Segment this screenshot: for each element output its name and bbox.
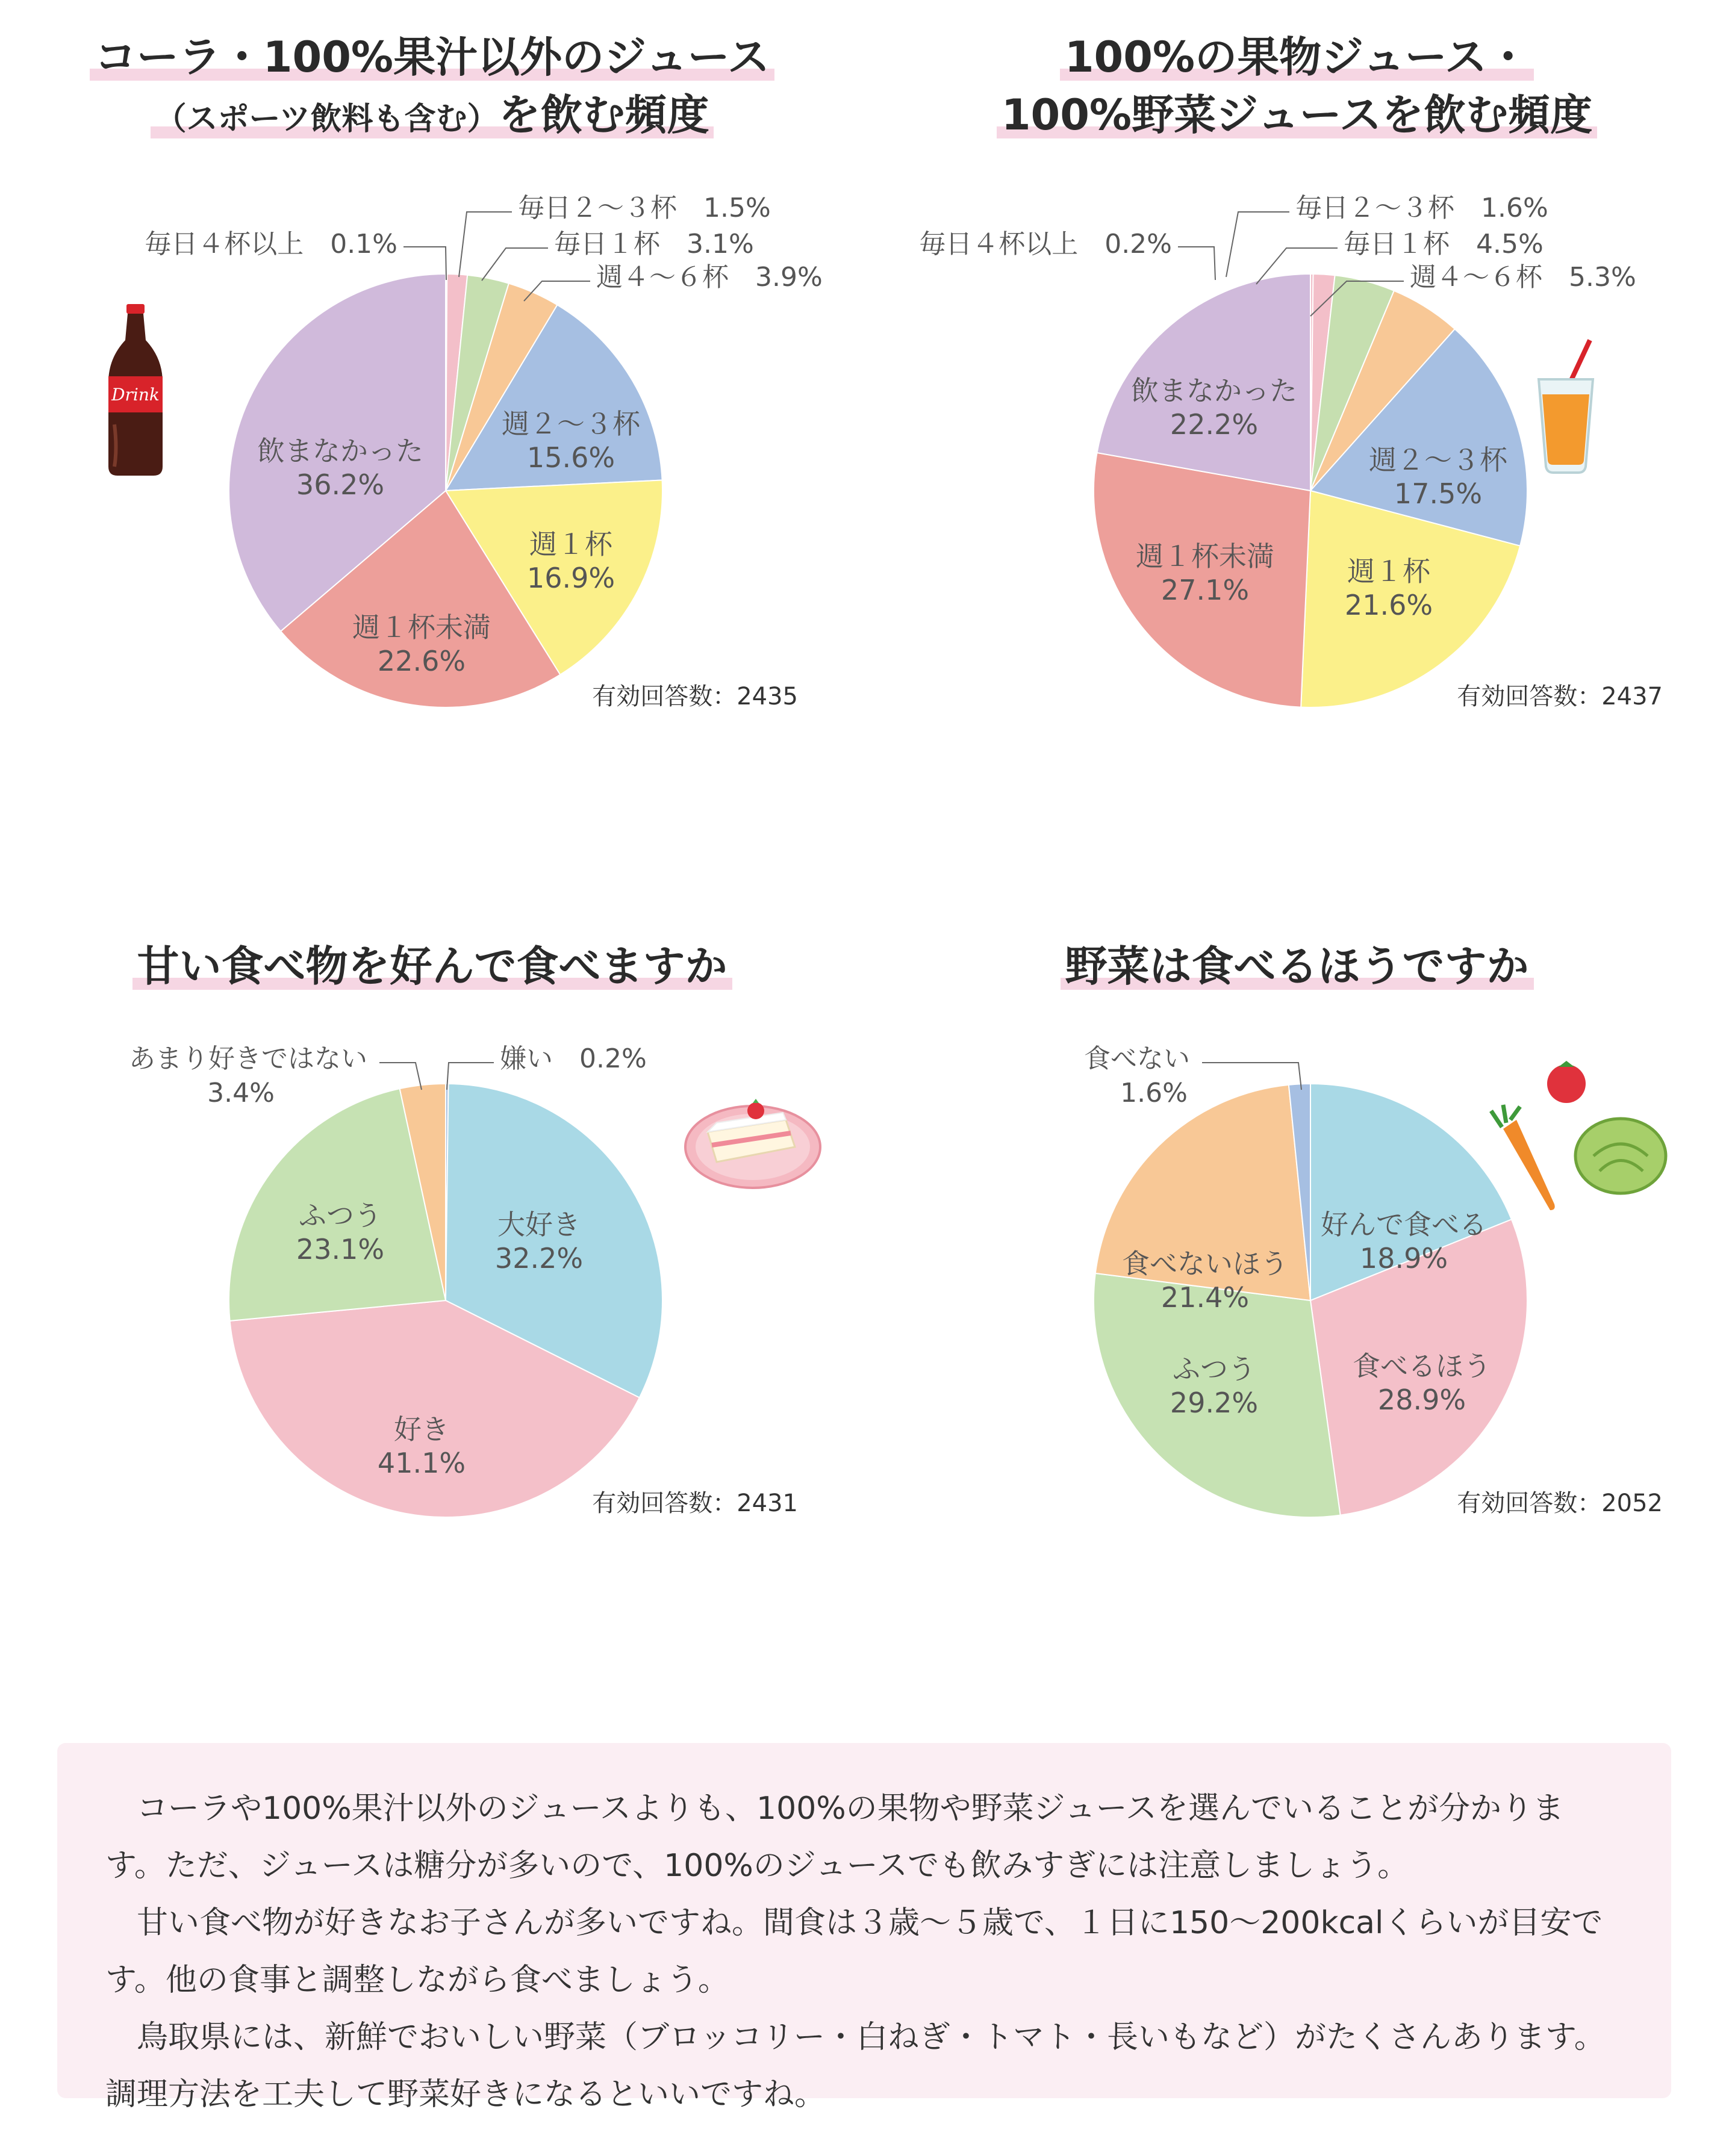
slice-label: 毎日２～３杯 1.5%	[518, 193, 771, 223]
slice-label: 飲まなかった	[1131, 374, 1297, 407]
leader-line	[1226, 212, 1289, 277]
chart-title-line1: 野菜は食べるほうですか	[1061, 945, 1534, 990]
slice-label: 好き	[394, 1413, 449, 1446]
chart-title-line1: 甘い食べ物を好んで食べますか	[132, 945, 732, 990]
slice-label: 毎日１杯 4.5%	[1344, 229, 1544, 259]
slice-label: 食べるほう	[1353, 1350, 1491, 1382]
chart-panel-vegetables	[865, 807, 1729, 1614]
slice-value-label: 22.6%	[377, 645, 466, 677]
chart-panel-sweets	[0, 807, 864, 1614]
slice-value-label: 29.2%	[1170, 1387, 1259, 1419]
slice-label: 週１杯	[1347, 555, 1430, 588]
chart-panel-cola	[0, 0, 864, 807]
vegetables-icon	[1485, 1060, 1672, 1222]
slice-label: 食べないほう	[1122, 1247, 1288, 1280]
juice-glass-icon	[1533, 337, 1599, 476]
slice-label: 飲まなかった	[257, 435, 423, 467]
slice-label: 好んで食べる	[1321, 1208, 1487, 1241]
slice-value-label: 32.2%	[494, 1242, 584, 1275]
slice-value-label: 28.9%	[1377, 1384, 1466, 1416]
cola-bottle-icon	[102, 304, 169, 479]
slice-value-label: 36.2%	[296, 468, 385, 501]
slice-value-label: 41.1%	[377, 1447, 466, 1479]
slice-value-label: 17.5%	[1394, 477, 1483, 510]
slice-value-label: 23.1%	[296, 1233, 385, 1266]
chart-title-line1: コーラ・100%果汁以外のジュース	[90, 36, 774, 81]
bottle-label: Drink	[111, 385, 160, 405]
response-count: 有効回答数：2052	[1457, 1490, 1663, 1517]
slice-label: 週２～３杯	[1369, 444, 1507, 476]
commentary-paragraph-juice: コーラや100%果汁以外のジュースよりも、100%の果物や野菜ジュースを選んでいることが分かります。ただ、ジュースは糖分が多いので、100%のジュースでも飲みすぎには注意しましょう。	[105, 1791, 1565, 1884]
slice-label: 嫌い 0.2%	[500, 1043, 647, 1074]
slice-label: 週４～６杯 5.3%	[1410, 262, 1636, 293]
slice-value-label: 21.4%	[1160, 1281, 1250, 1314]
slice-label: 毎日４杯以上 0.2%	[919, 229, 1172, 259]
commentary-paragraph-sweets: 甘い食べ物が好きなお子さんが多いですね。間食は３歳～５歳で、１日に150～200kcalくらいが目安です。他の食事と調整しながら食べましょう。	[105, 1905, 1603, 1998]
slice-value-label: 16.9%	[526, 562, 615, 594]
slice-label: 毎日２～３杯 1.6%	[1295, 193, 1548, 223]
slice-value-label: 3.4%	[207, 1078, 275, 1108]
slice-label: ふつう	[1173, 1353, 1256, 1385]
slice-value-label: 22.2%	[1170, 408, 1259, 441]
slice-label: 週１杯未満	[1136, 540, 1274, 573]
chart-title-sub-tail: を飲む頻度	[498, 90, 709, 140]
slice-label: 毎日４杯以上 0.1%	[145, 229, 397, 259]
slice-label: 週１杯	[529, 528, 612, 561]
slice-value-label: 21.6%	[1344, 589, 1433, 621]
slice-value-label: 27.1%	[1160, 574, 1250, 606]
slice-value-label: 15.6%	[526, 441, 615, 474]
leader-line	[482, 248, 548, 281]
response-count: 有効回答数：2437	[1457, 683, 1663, 710]
slice-label: 週２～３杯	[502, 408, 640, 440]
leader-line	[1178, 247, 1215, 280]
chart-panel-100-juice	[865, 0, 1729, 807]
slice-label: 週４～６杯 3.9%	[596, 262, 823, 293]
commentary-box	[57, 1743, 1671, 2113]
strawberry-cake-icon	[681, 1090, 825, 1192]
chart-title-line2: 100%野菜ジュースを飲む頻度	[997, 94, 1597, 138]
leader-line	[459, 212, 512, 277]
response-count: 有効回答数：2431	[592, 1490, 798, 1517]
slice-label: ふつう	[299, 1199, 382, 1232]
slice-value-label: 1.6%	[1120, 1078, 1188, 1108]
slice-label: あまり好きではない	[129, 1043, 367, 1074]
commentary-paragraph-vegetables: 鳥取県には、新鮮でおいしい野菜（ブロッコリー・白ねぎ・トマト・長いもなど）がたくさんあります。調理方法を工夫して野菜好きになるといいですね。	[105, 2019, 1606, 2113]
slice-label: 週１杯未満	[352, 611, 491, 644]
slice-label: 食べない	[1084, 1043, 1190, 1074]
slice-label: 毎日１杯 3.1%	[554, 229, 754, 259]
chart-title-sub-small: （スポーツ飲料も含む）	[155, 101, 499, 137]
response-count: 有効回答数：2435	[592, 683, 798, 710]
chart-title-line1: 100%の果物ジュース・	[1060, 36, 1534, 81]
slice-value-label: 18.9%	[1359, 1242, 1448, 1275]
slice-label: 大好き	[497, 1208, 581, 1241]
